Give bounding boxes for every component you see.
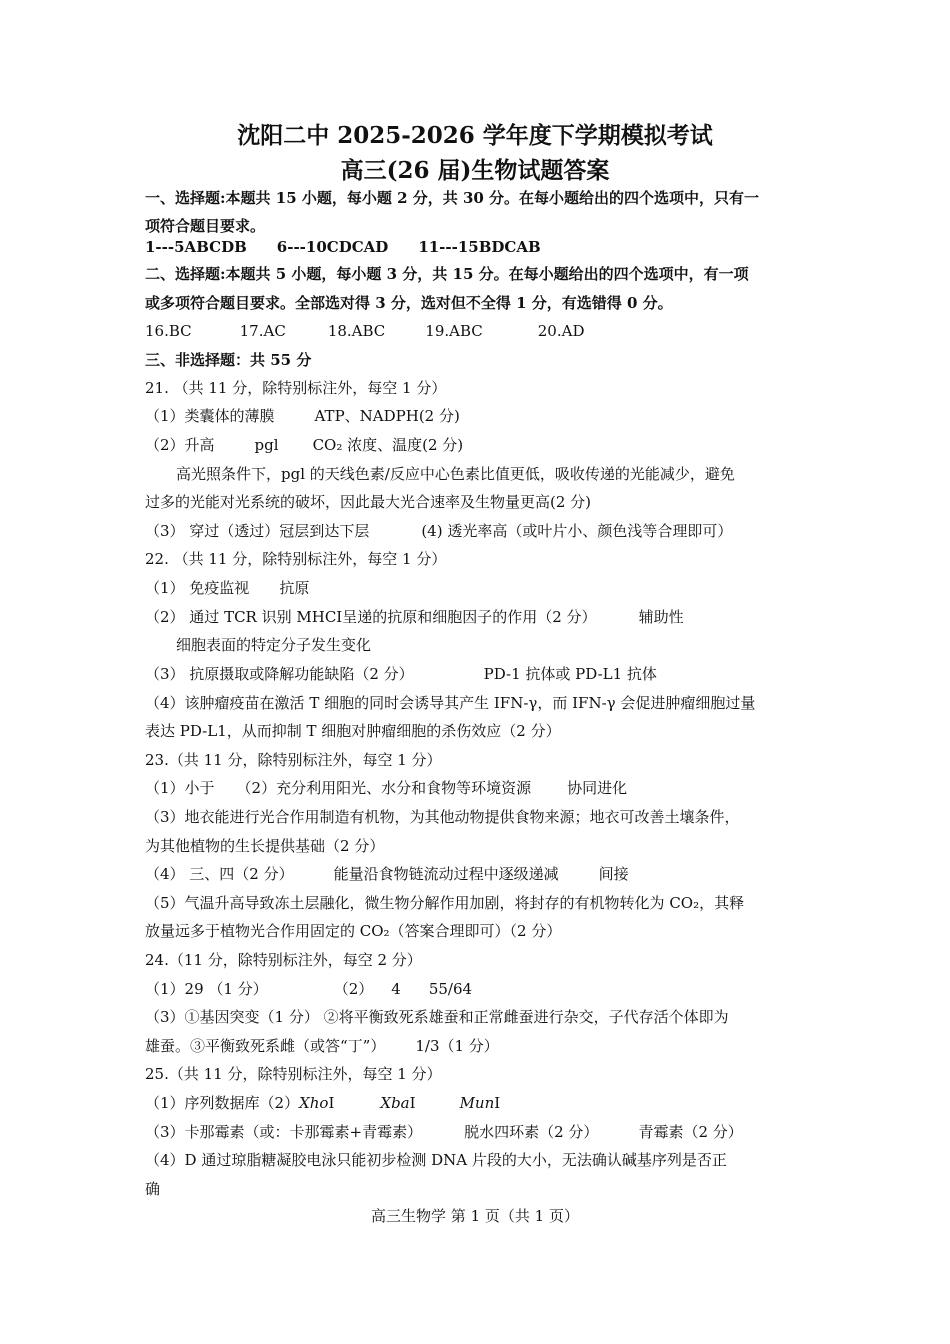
answer-text: CO₂ 浓度、温度(2 分) xyxy=(312,436,464,454)
q22-answer-3 xyxy=(145,664,657,684)
q21-answer-2-explain: 高光照条件下，pgl 的天线色素/反应中心色素比值更低，吸收传递的光能减少，避免 xyxy=(176,465,735,483)
q21-answer-1 xyxy=(145,406,460,426)
sec2-instruction-1: 二、选择题:本题共 5 小题，每小题 3 分，共 15 分。在每小题给出的四个选项中，有一项 xyxy=(145,265,749,283)
answer-text: （2） xyxy=(333,980,374,998)
answer-item: 20.AD xyxy=(537,322,585,340)
answer-item: 16.BC xyxy=(145,322,192,340)
q25-answer-1 xyxy=(145,1093,500,1113)
q23-answer-4 xyxy=(145,864,629,884)
enzyme-name: Mun xyxy=(459,1094,495,1112)
answer-text: PD-1 抗体或 PD-L1 抗体 xyxy=(483,665,657,683)
enzyme-name: Xho xyxy=(299,1094,329,1112)
enzyme-suffix: I xyxy=(328,1094,335,1112)
sec3-heading: 三、非选择题：共 55 分 xyxy=(145,351,312,369)
sec1-instruction-1: 一、选择题:本题共 15 小题，每小题 2 分，共 30 分。在每小题给出的四个选项中，只有一 xyxy=(145,189,760,207)
answer-text: (4) 透光率高（或叶片小、颜色浅等合理即可） xyxy=(421,522,733,540)
answer-item: 19.ABC xyxy=(425,322,483,340)
answer-text: 能量沿食物链流动过程中逐级递减 xyxy=(333,865,559,883)
subtitle: 高三(26 届)生物试题答案 xyxy=(340,157,610,184)
q22-answer-4-cont: 表达 PD-L1，从而抑制 T 细胞对肿瘤细胞的杀伤效应（2 分） xyxy=(145,722,561,740)
q23-answer-1 xyxy=(145,778,627,798)
answer-text: 1/3（1 分） xyxy=(415,1037,499,1055)
answer-item: 18.ABC xyxy=(327,322,386,340)
answer-text: （2） 通过 TCR 识别 MHCI呈递的抗原和细胞因子的作用（2 分） xyxy=(145,608,597,626)
answer-text: ATP、NADPH(2 分) xyxy=(314,407,460,425)
q21-answer-2-explain-cont: 过多的光能对光系统的破坏，因此最大光合速率及生物量更高(2 分) xyxy=(145,493,592,511)
answer-text: （1）序列数据库（2） xyxy=(145,1094,300,1112)
q23-answer-5: （5）气温升高导致冻土层融化，微生物分解作用加剧，将封存的有机物转化为 CO₂，其释 xyxy=(145,894,745,912)
answer-text: 抗原 xyxy=(279,579,310,597)
answer-text: 55/64 xyxy=(428,980,473,998)
answer-text: （1） 免疫监视 xyxy=(145,579,250,597)
q24-answer-1 xyxy=(145,979,472,999)
q25-heading: 25.（共 11 分，除特别标注外，每空 1 分） xyxy=(145,1065,442,1083)
answer-text: 脱水四环素（2 分） xyxy=(464,1123,599,1141)
q23-heading: 23.（共 11 分，除特别标注外，每空 1 分） xyxy=(145,751,442,769)
answer-text: 4 xyxy=(391,980,401,998)
page-footer: 高三生物学 第 1 页（共 1 页） xyxy=(371,1207,579,1225)
q25-answer-3 xyxy=(145,1122,743,1142)
q22-answer-4: （4）该肿瘤疫苗在激活 T 细胞的同时会诱导其产生 IFN-γ，而 IFN-γ 会促进肿瘤细胞过量 xyxy=(145,694,756,712)
enzyme-suffix: I xyxy=(494,1094,501,1112)
q23-answer-3-cont: 为其他植物的生长提供基础（2 分） xyxy=(145,837,385,855)
answer-text: pgl xyxy=(254,436,279,454)
answer-item: 17.AC xyxy=(239,322,286,340)
q25-answer-4-cont: 确 xyxy=(145,1180,161,1198)
q21-answer-2 xyxy=(145,435,463,455)
answer-text: 雄蚕。③平衡致死系雌（或答“丁”） xyxy=(145,1037,386,1055)
answer-text: 协同进化 xyxy=(567,779,628,797)
answer-text: （3） 抗原摄取或降解功能缺陷（2 分） xyxy=(145,665,414,683)
answer-text: （2）充分利用阳光、水分和食物等环境资源 xyxy=(236,779,532,797)
answer-text: 间接 xyxy=(598,865,629,883)
answer-group: 1---5ABCDB xyxy=(145,238,247,256)
q22-answer-2-cont: 细胞表面的特定分子发生变化 xyxy=(176,636,372,654)
answer-text: （3） 穿过（透过）冠层到达下层 xyxy=(145,522,370,540)
answer-text: 辅助性 xyxy=(638,608,684,626)
main-title: 沈阳二中 2025-2026 学年度下学期模拟考试 xyxy=(237,122,713,149)
answer-text: （4） 三、四（2 分） xyxy=(145,865,294,883)
answer-text: （1）29 （1 分） xyxy=(145,980,268,998)
sec1-answers xyxy=(145,237,541,257)
sec1-instruction-2: 项符合题目要求。 xyxy=(145,217,266,235)
q23-answer-5-cont: 放量远多于植物光合作用固定的 CO₂（答案合理即可）（2 分） xyxy=(145,922,562,940)
q23-answer-3: （3）地衣能进行光合作用制造有机物，为其他动物提供食物来源；地衣可改善土壤条件， xyxy=(145,808,740,826)
answer-group: 6---10CDCAD xyxy=(276,238,389,256)
q24-answer-3: （3）①基因突变（1 分） ②将平衡致死系雄蚕和正常雌蚕进行杂交，子代存活个体即为 xyxy=(145,1008,729,1026)
q25-answer-4: （4）D 通过琼脂糖凝胶电泳只能初步检测 DNA 片段的大小，无法确认碱基序列是否正 xyxy=(145,1151,727,1169)
q22-heading: 22. （共 11 分，除特别标注外，每空 1 分） xyxy=(145,550,447,568)
q21-answer-3 xyxy=(145,521,732,541)
enzyme-name: Xba xyxy=(380,1094,410,1112)
sec2-instruction-2: 或多项符合题目要求。全部选对得 3 分，选对但不全得 1 分，有选错得 0 分。 xyxy=(145,294,673,312)
q22-answer-2 xyxy=(145,607,684,627)
q21-heading: 21. （共 11 分，除特别标注外，每空 1 分） xyxy=(145,379,447,397)
enzyme-suffix: I xyxy=(409,1094,416,1112)
answer-text: （1）小于 xyxy=(145,779,215,797)
q24-heading: 24.（11 分，除特别标注外，每空 2 分） xyxy=(145,951,422,969)
answer-text: （2）升高 xyxy=(145,436,215,454)
answer-group: 11---15BDCAB xyxy=(418,238,541,256)
answer-text: （3）卡那霉素（或：卡那霉素+青霉素） xyxy=(145,1123,423,1141)
answer-text: 青霉素（2 分） xyxy=(638,1123,743,1141)
answer-text: （1）类囊体的薄膜 xyxy=(145,407,275,425)
q22-answer-1 xyxy=(145,578,309,598)
q24-answer-3-cont xyxy=(145,1036,499,1056)
sec2-answers xyxy=(145,321,584,341)
